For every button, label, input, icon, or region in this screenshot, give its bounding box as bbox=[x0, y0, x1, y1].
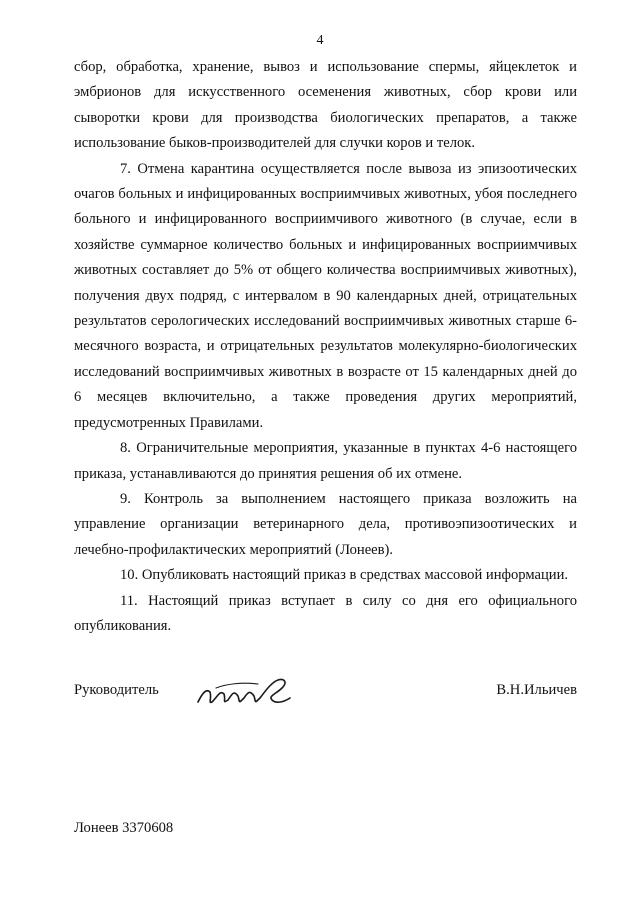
signatory-name: В.Н.Ильичев bbox=[496, 682, 577, 698]
paragraph-8: 8. Ограничительные мероприятия, указанные в пунктах 4-6 настоящего приказа, устанавливаются до принятия решения об их отмене. bbox=[74, 440, 577, 482]
paragraph-7: 7. Отмена карантина осуществляется после вывоза из эпизоотических очагов больных и инфицированных восприимчивых животных, убоя последнего больного и инфицированного восприимчивого животного (в случае, если в хозяйстве суммарное количество больных и инфицированных восприимчивых животных составляет до 5% от общего количества восприимчивых животных), получения двух подряд, с интервалом в 90 календарных дней, отрицательных результатов серологических исследований восприимчивых животных старше 6-месячного возраста, и отрицательных результатов молекулярно-биологических исследований восприимчивых животных в возрасте от 15 календарных дней до 6 месяцев включительно, а также проведения других мероприятий, предусмотренных Правилами. bbox=[74, 160, 577, 431]
paragraph-9: 9. Контроль за выполнением настоящего приказа возложить на управление организации ветеринарного дела, противоэпизоотических и лечебно-профилактических мероприятий (Лонеев). bbox=[74, 490, 577, 558]
handwritten-signature-icon bbox=[192, 672, 302, 712]
document-body bbox=[74, 55, 577, 639]
signatory-role: Руководитель bbox=[74, 682, 159, 698]
paragraph-continuation: сбор, обработка, хранение, вывоз и использование спермы, яйцеклеток и эмбрионов для искусственного осеменения животных, сбор крови или сыворотки крови для производства биологических препаратов, а также использование быков-производителей для случки коров и телок. bbox=[74, 59, 577, 152]
paragraph-11: 11. Настоящий приказ вступает в силу со дня его официального опубликования. bbox=[74, 592, 577, 634]
signature-block bbox=[74, 672, 577, 712]
executor-note: Лонеев 3370608 bbox=[74, 820, 174, 836]
paragraph-10: 10. Опубликовать настоящий приказ в средствах массовой информации. bbox=[120, 567, 569, 584]
page-number: 4 bbox=[316, 33, 324, 48]
